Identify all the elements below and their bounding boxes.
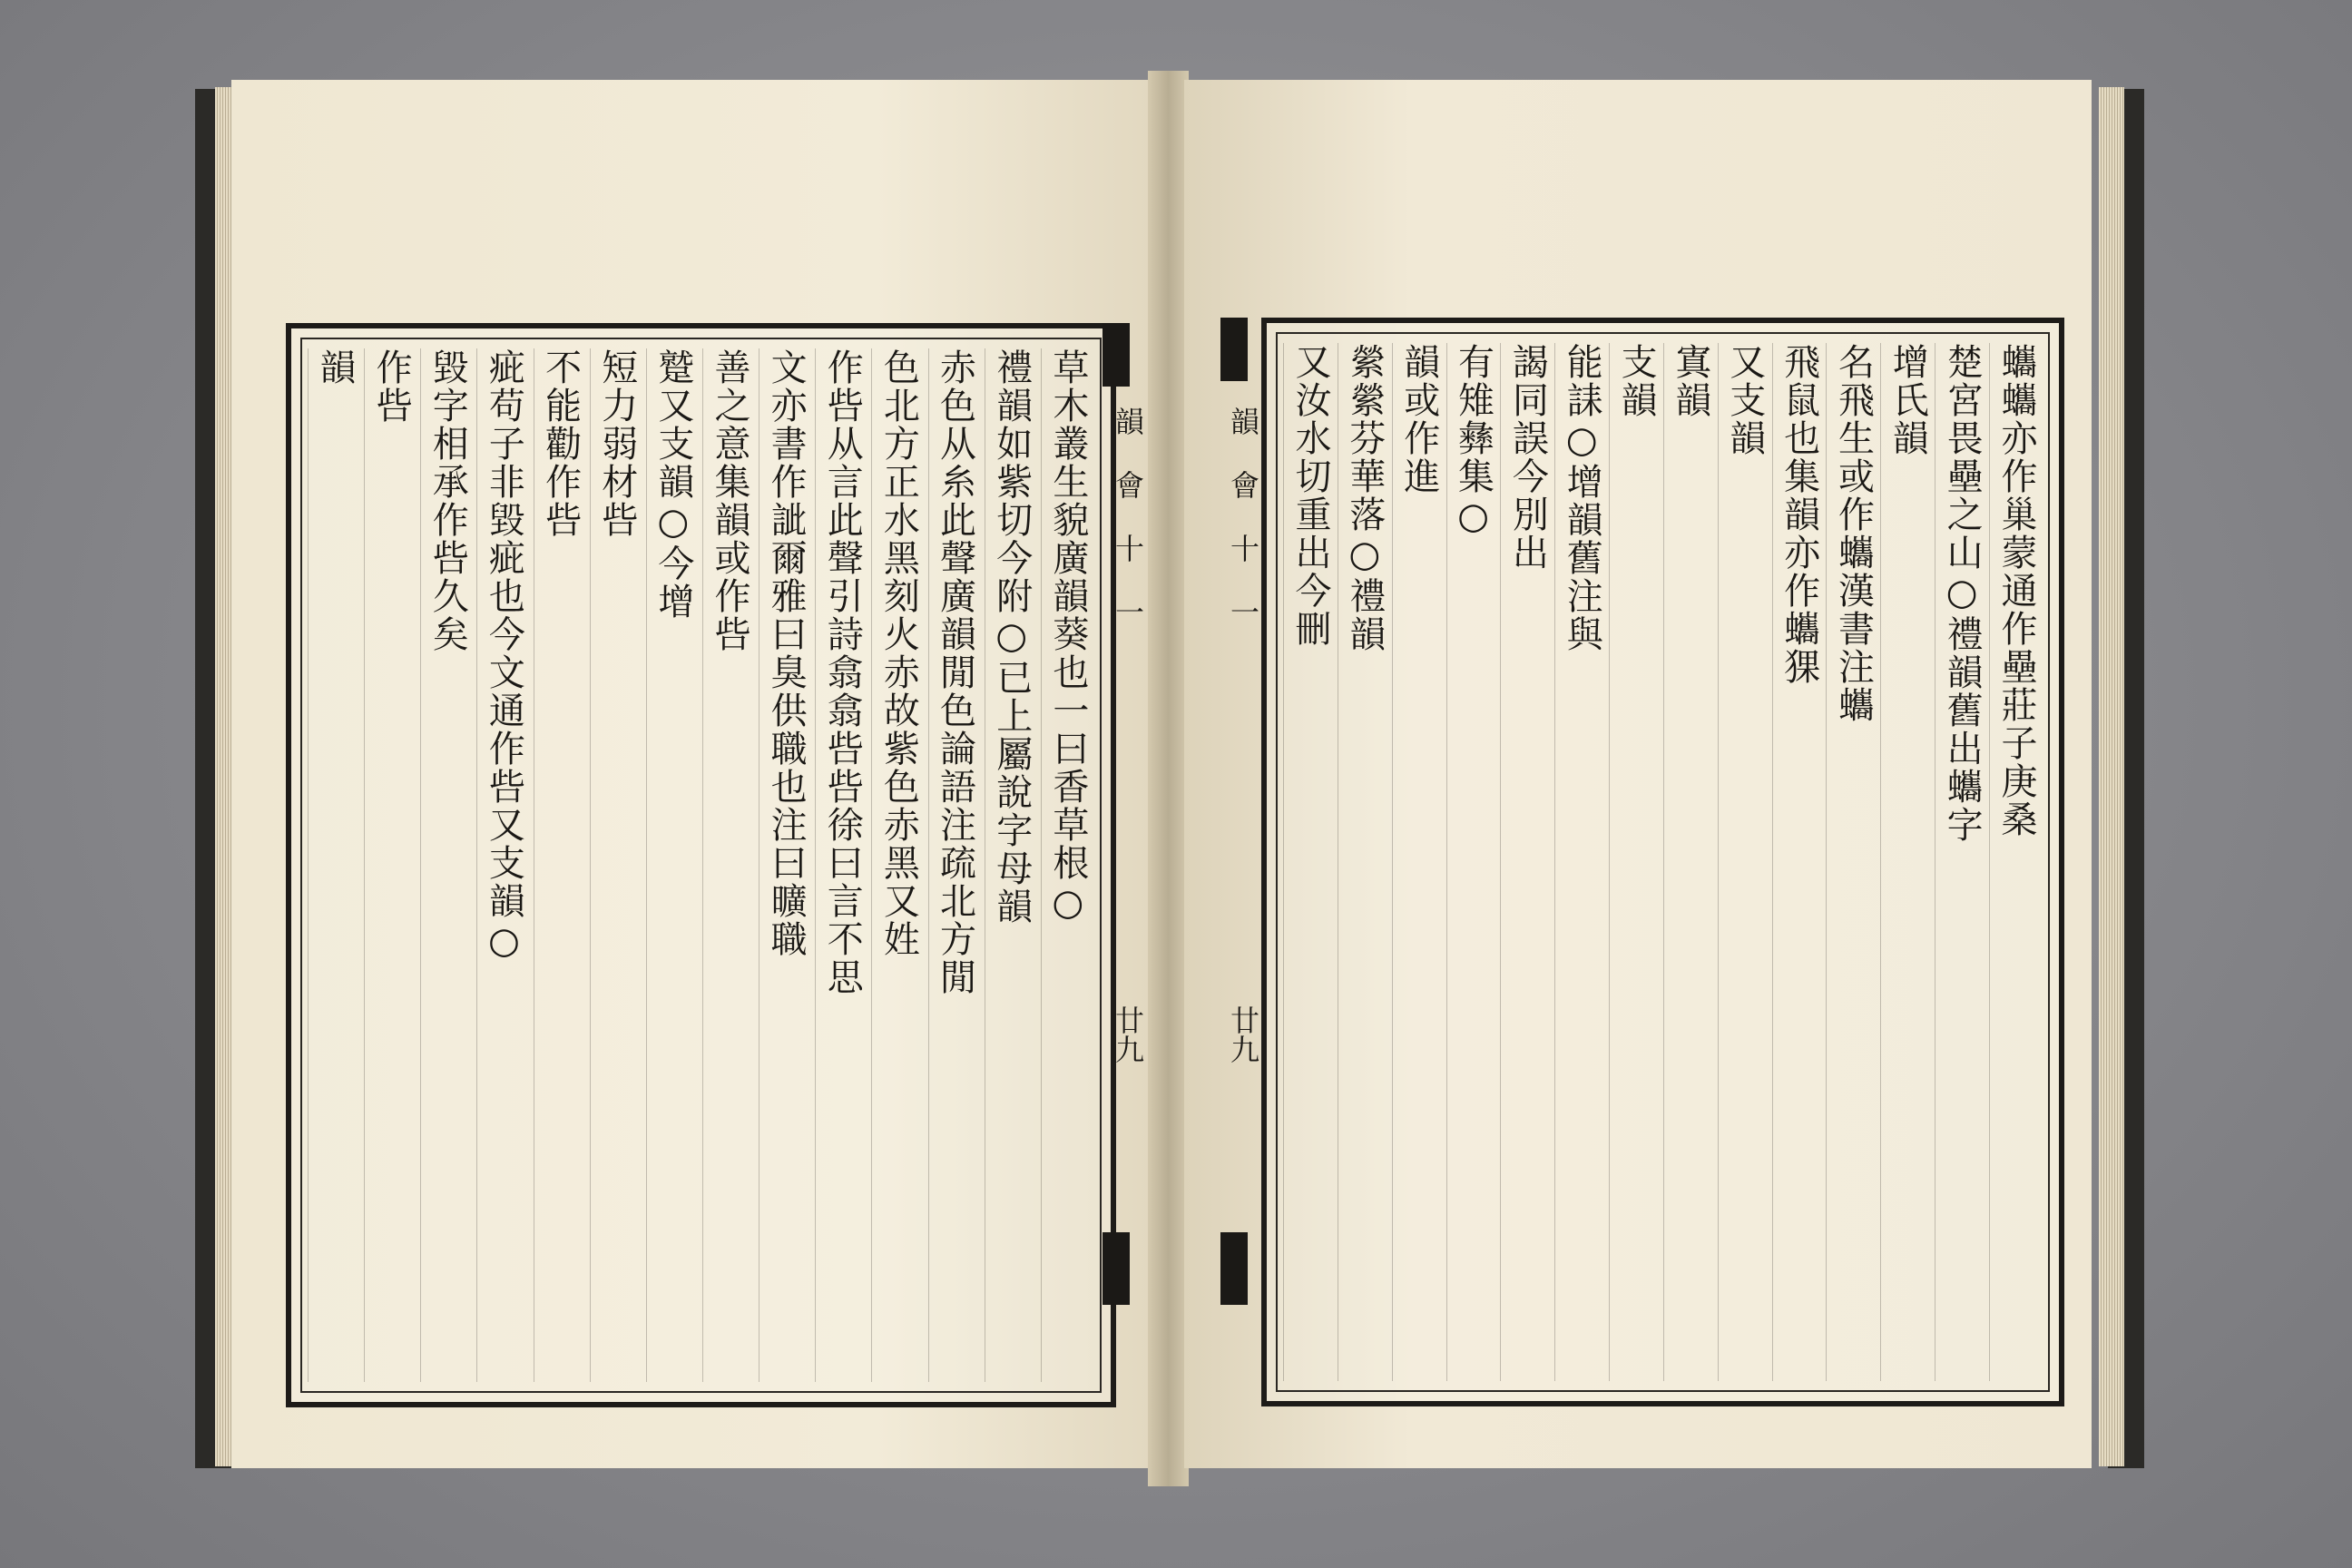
right-column-6: 又支韻 xyxy=(1718,343,1771,1381)
right-text-frame xyxy=(1261,318,2064,1406)
left-column-4: 色北方正水黑刻火赤故紫色赤黑又姓 xyxy=(871,348,925,1382)
left-column-1: 草木叢生貌廣韻葵也一曰香草根○ xyxy=(1041,348,1094,1382)
right-column-10: 謁同誤今別出 xyxy=(1500,343,1553,1381)
left-column-9: 短力弱材呰 xyxy=(590,348,643,1382)
left-column-2: 禮韻如紫切今附○已上屬說字母韻 xyxy=(985,348,1038,1382)
left-column-7: 善之意集韻或作呰 xyxy=(702,348,756,1382)
left-margin-fishtail-top xyxy=(1102,323,1130,387)
right-column-12: 韻或作進 xyxy=(1392,343,1446,1381)
left-columns xyxy=(308,348,1094,1382)
open-book xyxy=(195,71,2144,1486)
right-column-5: 飛鼠也集韻亦作蠵猓 xyxy=(1772,343,1826,1381)
left-column-3: 赤色从糸此聲廣韻閒色論語注疏北方閒 xyxy=(928,348,982,1382)
left-text-frame xyxy=(286,323,1116,1407)
left-page xyxy=(231,80,1152,1468)
left-column-13: 作呰 xyxy=(364,348,417,1382)
right-folio: 廿九 xyxy=(1226,1005,1260,1063)
right-column-3: 增氏韻 xyxy=(1880,343,1934,1381)
right-column-14: 又汝水切重出今刪 xyxy=(1283,343,1337,1381)
right-column-4: 名飛生或作蠵漢書注蠵 xyxy=(1826,343,1879,1381)
left-column-6: 文亦書作訿爾雅曰臭供職也注曰曠職 xyxy=(759,348,812,1382)
left-column-5: 作呰从言此聲引詩翕翕呰呰徐曰言不思 xyxy=(815,348,868,1382)
left-column-11: 疵苟子非毀疵也今文通作呰又支韻○ xyxy=(476,348,530,1382)
left-folio: 廿九 xyxy=(1111,1005,1145,1063)
right-page xyxy=(1184,80,2092,1468)
right-column-2: 楚宮畏壘之山○禮韻舊出蠵字 xyxy=(1935,343,1988,1381)
left-column-10: 不能勸作呰 xyxy=(534,348,587,1382)
right-column-11: 有雉彝集○ xyxy=(1446,343,1500,1381)
right-column-7: 寘韻 xyxy=(1663,343,1717,1381)
right-margin-title: 韻 會 十 一 xyxy=(1226,407,1260,626)
right-margin-fishtail-bottom xyxy=(1220,1232,1248,1305)
page-stack-right xyxy=(2099,87,2124,1466)
left-margin-title: 韻 會 十 一 xyxy=(1111,407,1145,626)
left-column-14: 韻 xyxy=(308,348,361,1382)
left-column-12: 毀字相承作呰久矣 xyxy=(420,348,474,1382)
right-column-1: 蠵蠵亦作巢蒙通作壘莊子庚桑 xyxy=(1989,343,2043,1381)
left-margin-fishtail-bottom xyxy=(1102,1232,1130,1305)
left-column-8: 蹵又支韻○今增 xyxy=(646,348,700,1382)
book-gutter xyxy=(1148,71,1189,1486)
right-columns xyxy=(1283,343,2043,1381)
right-column-13: 縈縈芬華落○禮韻 xyxy=(1338,343,1391,1381)
right-column-8: 支韻 xyxy=(1609,343,1662,1381)
right-margin-fishtail-top xyxy=(1220,318,1248,381)
right-column-9: 能誄○增韻舊注與 xyxy=(1554,343,1608,1381)
